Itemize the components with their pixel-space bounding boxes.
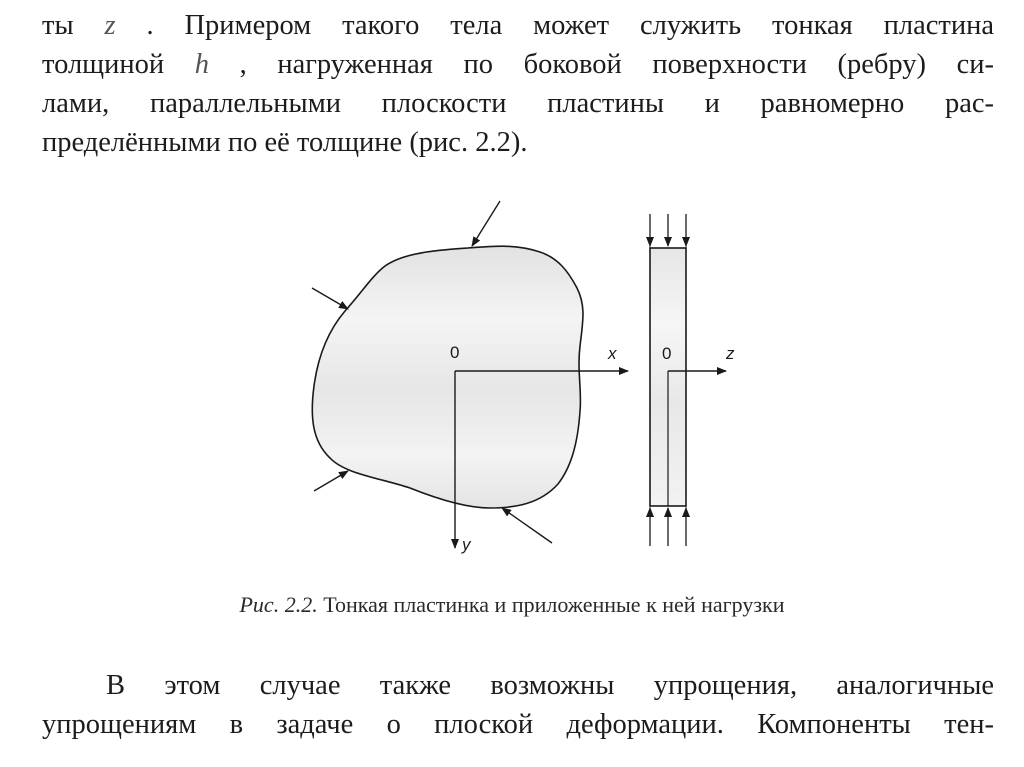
- y-axis-label: y: [462, 535, 471, 554]
- load-arrow-bottom-right: [502, 508, 552, 543]
- paragraph-top-line-2: толщиной h , нагруженная по боковой поверхности (ребру) си-: [42, 49, 995, 80]
- paragraph-top-line-1: ты z . Примером такого тела может служить тонкая пластина: [42, 10, 995, 41]
- plate-outline: [312, 246, 583, 508]
- caption-number: Рис. 2.2.: [239, 592, 318, 617]
- paragraph-bottom: [42, 666, 994, 744]
- variable-h: h: [194, 49, 209, 80]
- page-cut-off: [0, 742, 1024, 767]
- x-axis-label: x: [608, 344, 617, 363]
- figure-svg: [290, 196, 770, 566]
- load-arrow-left-upper: [312, 288, 348, 309]
- paragraph-top-line-4: пределёнными по её толщине (рис. 2.2).: [42, 127, 528, 158]
- front-origin-label: 0: [450, 343, 460, 362]
- load-arrow-left-lower: [314, 471, 348, 491]
- load-arrow-top: [472, 201, 500, 246]
- variable-z: z: [104, 10, 116, 41]
- side-origin-label: 0: [662, 344, 672, 363]
- figure-caption: [0, 592, 1024, 618]
- paragraph-bottom-line-1: В этом случае также возможны упрощения, аналогичные: [106, 670, 994, 701]
- figure-thin-plate: [290, 196, 770, 566]
- z-axis-label: z: [726, 344, 735, 363]
- paragraph-top: [42, 6, 994, 162]
- paragraph-top-line-3: лами, параллельными плоскости пластины и равномерно рас-: [42, 88, 994, 119]
- caption-text: Тонкая пластинка и приложенные к ней нагрузки: [323, 592, 785, 617]
- paragraph-bottom-line-2: упрощениям в задаче о плоской деформации. Компоненты тен-: [42, 709, 994, 740]
